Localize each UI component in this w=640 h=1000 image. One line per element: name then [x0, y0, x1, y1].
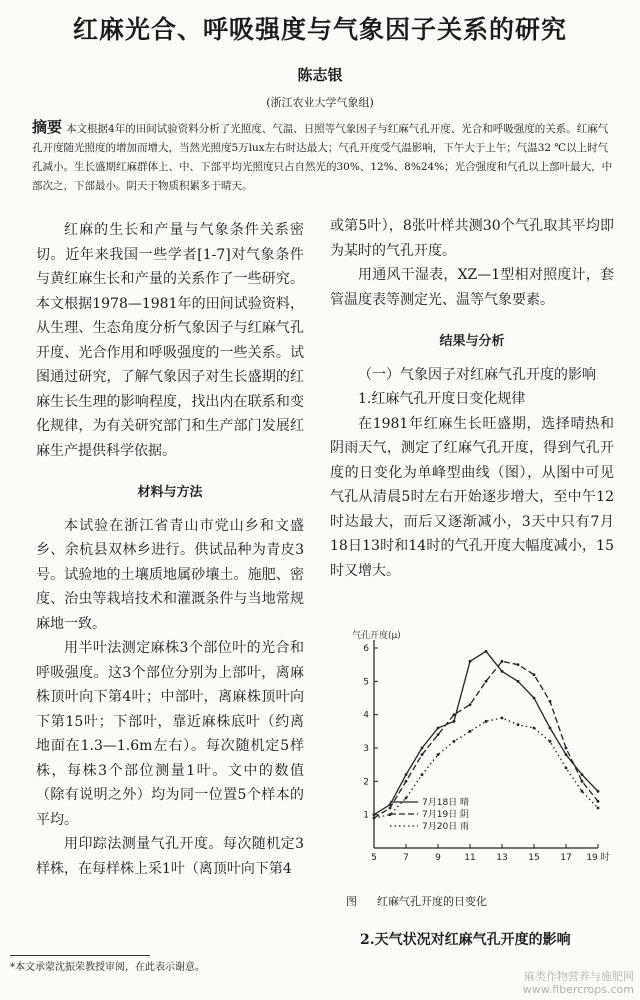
data-point	[581, 773, 584, 776]
legend-label-3: 7月20日 雨	[422, 822, 470, 832]
data-point	[565, 753, 568, 756]
data-point	[453, 713, 456, 716]
data-point	[517, 663, 520, 666]
methods-heading: 材料与方法	[137, 485, 203, 500]
figure-caption-text: 红麻气孔开度的日变化	[377, 895, 487, 908]
data-point	[421, 753, 424, 756]
instruments-paragraph: 用通风干湿表，XZ—1型相对照度计，套管温度表等测定光、温等气象要素。	[330, 267, 614, 308]
x-tick-label: 19 时	[586, 853, 610, 863]
abstract	[32, 118, 614, 196]
x-tick-label: 15	[528, 853, 540, 863]
results-heading: 结果与分析	[439, 334, 505, 349]
left-column	[36, 218, 304, 881]
data-point	[405, 797, 408, 800]
subsection-2-wrap	[360, 928, 620, 953]
data-point	[533, 673, 536, 676]
figure-number: 图	[346, 895, 357, 908]
data-point	[373, 813, 376, 816]
x-tick-label: 13	[496, 853, 508, 863]
data-point	[469, 730, 472, 733]
legend-label-2: 7月19日 阴	[422, 810, 470, 820]
y-tick-label: 5	[363, 677, 369, 688]
series-line-3	[374, 718, 598, 818]
abstract-text: 本文根据4年的田间试验资料分析了光照度、气温、日照等气象因子与红麻气孔开度、光合和呼吸强度的关系。红麻气孔开度随光照度的增加而增大，当然光照度5万lux左右时达最大；气孔开度受气温影响，下午大于上午；气温32 ℃以上时气孔减小。生长盛期红麻群体上、中、下部平均光照度只占自然光的30%、12%、8%24%；光合强度和气孔以上部叶最大，中部次之，下部最小。阴天于物质积累多于晴天。	[32, 123, 613, 192]
data-point	[485, 680, 488, 683]
data-point	[581, 780, 584, 783]
data-point	[549, 700, 552, 703]
data-point	[437, 753, 440, 756]
y-tick-label: 2	[363, 777, 369, 788]
y-tick-label: 3	[363, 744, 369, 754]
results-paragraph: 在1981年红麻生长旺盛期，选择晴热和阴雨天气，测定了红麻气孔开度，得到气孔开度的日变化为单峰型曲线（图），从图中可见气孔从清晨5时左右开始逐步增大，至中午12时达最大，而后又逐渐减小，3天中只有7月18日13时和14时的气孔开度大幅度减小，15时又增大。	[330, 415, 614, 579]
data-point	[501, 660, 504, 663]
abstract-label: 摘要	[32, 118, 63, 136]
data-point	[389, 807, 392, 810]
data-point	[549, 727, 552, 730]
y-tick-label: 1	[363, 810, 369, 821]
x-tick-label: 17	[560, 853, 572, 863]
data-point	[453, 720, 456, 723]
series-line-2	[374, 661, 598, 818]
methods-paragraph-2: 用半叶法测定麻株3个部位叶的光合和呼吸强度。这3个部位分别为上部叶，离麻株顶叶向下第4叶；中部叶，离麻株顶叶向下第15叶；下部叶，靠近麻株底叶（约离地面在1.3—1.6m左右）。每次随机定5样株，每株3个部位测量1叶。文中的数值（除有说明之外）均为同一位置5个样本的平均。	[36, 640, 304, 828]
data-point	[565, 767, 568, 770]
legend-label-1: 7月18日 晴	[422, 798, 470, 808]
data-point	[597, 807, 600, 810]
footnote-rule	[10, 955, 150, 956]
right-column	[330, 214, 614, 583]
data-point	[453, 740, 456, 743]
intro-paragraph: 红麻的生长和产量与气象条件关系密切。近年来我国一些学者[1-7]对气象条件与黄红麻生长和产量的关系作了一些研究。本文根据1978—1981年的田间试验资料，从生理、生态角度分析气象因子与红麻气孔开度、光合作用和呼吸强度的一些关系。试图通过研究，了解气象因子对生长盛期的红麻生长生理的影响程度，找出内在联系和变化规律，为有关研究部门和生产部门发展红麻生产提供科学依据。	[36, 222, 304, 459]
methods-continuation: 或第5叶），8张叶样共测30个气孔取其平均即为某时的气孔开度。	[330, 218, 614, 259]
data-point	[565, 747, 568, 750]
data-point	[405, 773, 408, 776]
data-point	[533, 697, 536, 700]
x-tick-label: 7	[403, 853, 409, 863]
data-point	[437, 727, 440, 730]
data-point	[501, 717, 504, 720]
data-point	[597, 790, 600, 793]
article-title: 红麻光合、呼吸强度与气象因子关系的研究	[72, 15, 567, 44]
data-point	[533, 727, 536, 730]
data-point	[485, 650, 488, 653]
methods-paragraph-3: 用印踪法测量气孔开度。每次随机定3样株，在每样株上采1叶（离顶叶向下第4	[36, 836, 304, 877]
data-point	[373, 817, 376, 820]
y-axis-label: 气孔开度(μ)	[352, 631, 401, 641]
watermark-line-2: www.fibercrops.com	[522, 983, 634, 996]
figure-caption	[346, 893, 487, 909]
data-point	[437, 733, 440, 736]
watermark	[523, 970, 634, 996]
data-point	[469, 660, 472, 663]
chart-legend	[390, 796, 469, 832]
footnote: *本文承蒙沈振荣教授审阅，在此表示谢意。	[10, 962, 205, 973]
x-tick-label: 5	[371, 853, 377, 863]
data-point	[501, 670, 504, 673]
subsection-heading-2: 2.天气状况对红麻气孔开度的影响	[360, 932, 571, 948]
stomatal-aperture-chart	[348, 626, 610, 866]
section-heading-1: （一）气象因子对红麻气孔开度的影响	[358, 366, 596, 383]
data-point	[421, 747, 424, 750]
chart-series	[373, 650, 600, 819]
author-name: 陈志银	[297, 66, 343, 84]
y-tick-label: 4	[363, 710, 369, 721]
data-point	[517, 723, 520, 726]
data-point	[405, 780, 408, 783]
y-tick-label: 6	[363, 644, 369, 654]
author-affiliation: (浙江农业大学气象组)	[266, 96, 374, 109]
series-line-1	[374, 651, 598, 814]
subsection-heading-1: 1.红麻气孔开度日变化规律	[358, 391, 526, 407]
x-tick-label: 11	[464, 853, 476, 863]
data-point	[421, 773, 424, 776]
data-point	[517, 680, 520, 683]
x-tick-label: 9	[435, 853, 441, 863]
chart-axes	[363, 640, 609, 863]
data-point	[597, 800, 600, 803]
methods-paragraph-1: 本试验在浙江省青山市党山乡和文盛乡、余杭县双林乡进行。供试品种为青皮3号。试验地的土壤质地属砂壤土。施肥、密度、治虫等栽培技术和灌溉条件与当地常规麻地一致。	[36, 517, 304, 632]
data-point	[549, 740, 552, 743]
data-point	[485, 720, 488, 723]
watermark-line-1: 麻类作物营养与施肥网	[524, 970, 634, 983]
data-point	[581, 790, 584, 793]
data-point	[469, 703, 472, 706]
